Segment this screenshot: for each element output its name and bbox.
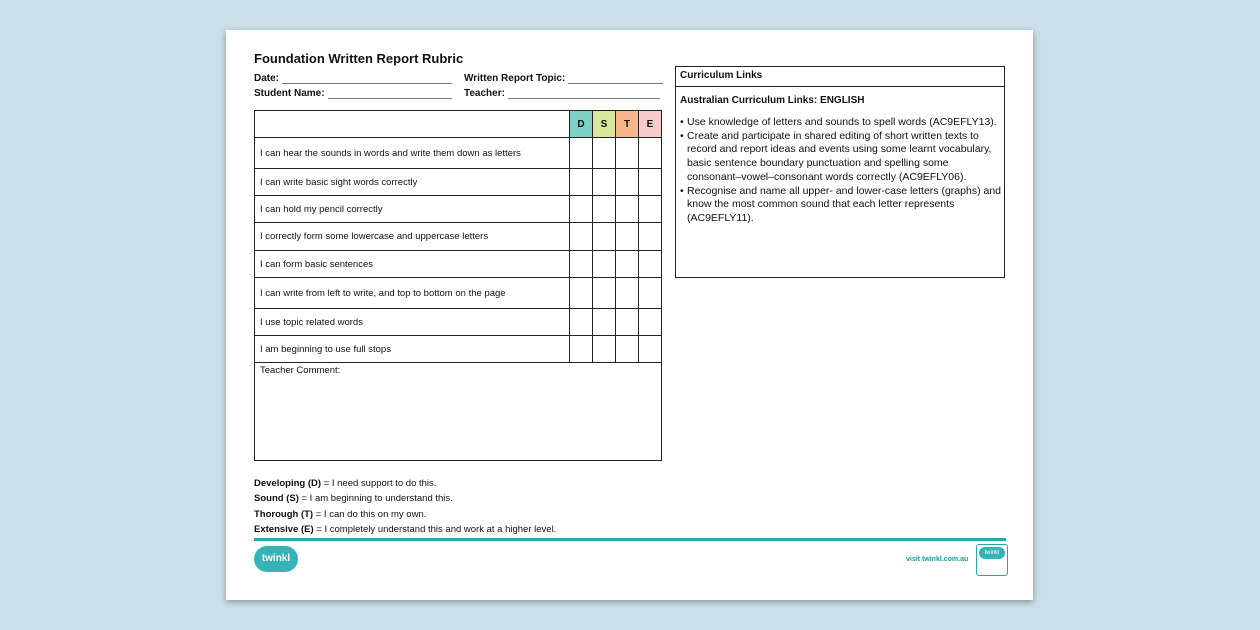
rating-cell-d[interactable] xyxy=(570,223,593,251)
teacher-line xyxy=(508,88,660,99)
student-field xyxy=(254,88,452,99)
criterion-text: I use topic related words xyxy=(255,309,570,336)
rating-cell-e[interactable] xyxy=(639,336,662,363)
rating-cell-e[interactable] xyxy=(639,196,662,223)
table-row xyxy=(255,138,662,169)
rating-cell-t[interactable] xyxy=(616,278,639,309)
rating-cell-d[interactable] xyxy=(570,138,593,169)
rating-cell-d[interactable] xyxy=(570,251,593,278)
criterion-text: I can hold my pencil correctly xyxy=(255,196,570,223)
rating-key xyxy=(254,476,556,537)
rating-cell-s[interactable] xyxy=(593,196,616,223)
student-label: Student Name: xyxy=(254,88,325,99)
curriculum-list xyxy=(676,116,1004,226)
rating-cell-s[interactable] xyxy=(593,138,616,169)
date-field xyxy=(254,73,452,84)
rating-cell-e[interactable] xyxy=(639,223,662,251)
key-definition: = I completely understand this and work at a higher level. xyxy=(313,523,557,535)
rating-cell-e[interactable] xyxy=(639,169,662,196)
topic-field xyxy=(464,73,663,84)
badge-logo: twinkl xyxy=(979,547,1005,559)
curriculum-item: • Use knowledge of letters and sounds to spell words (AC9EFLY13). xyxy=(687,116,1004,130)
key-term: Sound (S) xyxy=(254,493,299,505)
table-row xyxy=(255,251,662,278)
topic-line xyxy=(568,73,663,84)
rating-cell-s[interactable] xyxy=(593,278,616,309)
topic-label: Written Report Topic: xyxy=(464,73,566,84)
rating-cell-s[interactable] xyxy=(593,223,616,251)
table-row xyxy=(255,223,662,251)
key-definition: = I am beginning to understand this. xyxy=(298,493,453,505)
footer-divider xyxy=(254,538,1006,541)
key-item xyxy=(254,507,556,522)
rating-cell-t[interactable] xyxy=(616,169,639,196)
curriculum-item: • Recognise and name all upper- and lower-case letters (graphs) and know the most common sound that each letter represents (AC9EFLY11). xyxy=(687,185,1004,226)
table-row xyxy=(255,169,662,196)
rating-cell-s[interactable] xyxy=(593,251,616,278)
rating-cell-e[interactable] xyxy=(639,309,662,336)
key-item xyxy=(254,491,556,506)
table-row xyxy=(255,196,662,223)
rating-cell-d[interactable] xyxy=(570,278,593,309)
key-definition: = I need support to do this. xyxy=(321,478,437,489)
worksheet-page xyxy=(226,30,1033,600)
rating-cell-e[interactable] xyxy=(639,251,662,278)
rating-cell-e[interactable] xyxy=(639,138,662,169)
criterion-text: I can write from left to write, and top to bottom on the page xyxy=(255,278,570,309)
rating-cell-e[interactable] xyxy=(639,278,662,309)
key-term: Developing (D) xyxy=(254,478,322,489)
criterion-text: I correctly form some lowercase and uppercase letters xyxy=(255,223,570,251)
key-term: Thorough (T) xyxy=(254,508,314,520)
twinkl-logo: twinkl xyxy=(254,546,298,572)
rating-cell-s[interactable] xyxy=(593,169,616,196)
rubric-table xyxy=(254,110,662,461)
header-blank xyxy=(255,111,570,138)
rating-cell-t[interactable] xyxy=(616,336,639,363)
key-item xyxy=(254,476,556,491)
rating-cell-t[interactable] xyxy=(616,309,639,336)
criterion-text: I can write basic sight words correctly xyxy=(255,169,570,196)
rating-cell-d[interactable] xyxy=(570,336,593,363)
teacher-comment-box[interactable] xyxy=(255,363,662,461)
key-item xyxy=(254,522,556,537)
criterion-text: I can form basic sentences xyxy=(255,251,570,278)
level-header-s: S xyxy=(593,111,616,138)
rating-cell-t[interactable] xyxy=(616,223,639,251)
curriculum-header: Curriculum Links xyxy=(676,67,1004,87)
rating-cell-s[interactable] xyxy=(593,309,616,336)
table-row xyxy=(255,309,662,336)
criterion-text: I am beginning to use full stops xyxy=(255,336,570,363)
page-title: Foundation Written Report Rubric xyxy=(254,51,464,66)
criterion-text: I can hear the sounds in words and write them down as letters xyxy=(255,138,570,169)
curriculum-item: • Create and participate in shared editing of short written texts to record and report ideas and events using some learnt vocabulary, basic sentence boundary punctuation and spelling some consonant–vowel–consonant words correctly (AC9EFLY06). xyxy=(687,130,1004,185)
table-header-row xyxy=(255,111,662,138)
rating-cell-d[interactable] xyxy=(570,196,593,223)
table-row xyxy=(255,278,662,309)
level-header-e: E xyxy=(639,111,662,138)
rating-cell-t[interactable] xyxy=(616,251,639,278)
rating-cell-d[interactable] xyxy=(570,309,593,336)
level-header-d: D xyxy=(570,111,593,138)
quality-badge xyxy=(976,544,1008,576)
rating-cell-d[interactable] xyxy=(570,169,593,196)
rating-cell-t[interactable] xyxy=(616,138,639,169)
date-line xyxy=(282,73,452,84)
visit-link[interactable]: visit twinkl.com.au xyxy=(906,556,969,563)
rating-cell-s[interactable] xyxy=(593,336,616,363)
comment-label: Teacher Comment: xyxy=(260,365,341,376)
table-row xyxy=(255,336,662,363)
curriculum-links-box xyxy=(675,66,1005,278)
rating-cell-t[interactable] xyxy=(616,196,639,223)
key-definition: = I can do this on my own. xyxy=(313,508,427,520)
teacher-field xyxy=(464,88,660,99)
curriculum-subtitle: Australian Curriculum Links: ENGLISH xyxy=(680,95,865,106)
student-line xyxy=(328,88,452,99)
comment-row xyxy=(255,363,662,461)
teacher-label: Teacher: xyxy=(464,88,505,99)
key-term: Extensive (E) xyxy=(254,523,314,535)
date-label: Date: xyxy=(254,73,280,84)
level-header-t: T xyxy=(616,111,639,138)
